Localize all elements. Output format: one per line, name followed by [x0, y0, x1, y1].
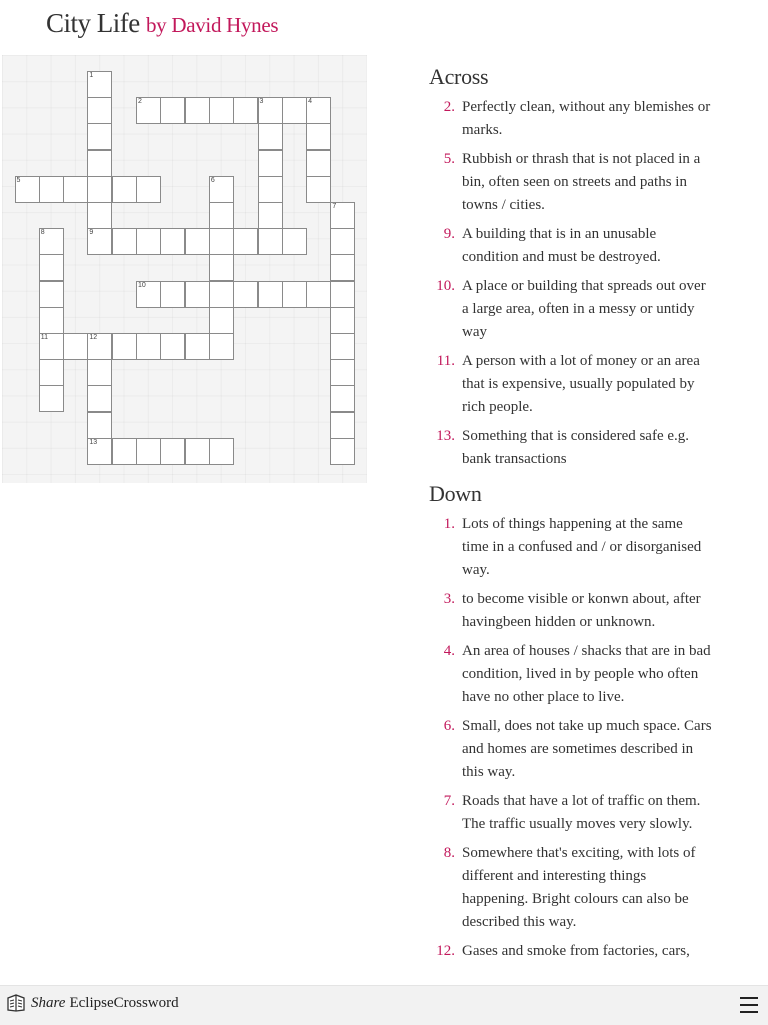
- grid-cell[interactable]: [112, 176, 137, 203]
- clue-number: 3.: [443, 591, 455, 607]
- grid-cell[interactable]: [306, 150, 331, 177]
- down-clue-1[interactable]: [429, 513, 712, 582]
- bottom-toolbar: [0, 985, 768, 1025]
- clues-panel: [429, 64, 729, 969]
- clue-number: 8.: [443, 845, 455, 861]
- grid-number: 1: [89, 72, 94, 79]
- grid-cell[interactable]: [330, 438, 355, 465]
- grid-cell[interactable]: [209, 333, 234, 360]
- grid-cell[interactable]: [39, 281, 64, 308]
- grid-cell[interactable]: [87, 228, 112, 255]
- grid-number: 11: [40, 334, 49, 341]
- grid-cell[interactable]: [136, 228, 161, 255]
- grid-cell[interactable]: [185, 281, 210, 308]
- grid-cell[interactable]: [209, 254, 234, 281]
- grid-cell[interactable]: [63, 333, 88, 360]
- grid-cell[interactable]: [87, 438, 112, 465]
- grid-cell[interactable]: [258, 123, 283, 150]
- clue-number: 1.: [443, 516, 455, 532]
- grid-cell[interactable]: [87, 123, 112, 150]
- clue-text: Lots of things happening at the same time in a confused and / or disorganised way.: [462, 516, 702, 578]
- grid-cell[interactable]: [209, 281, 234, 308]
- grid-number: 3: [259, 98, 264, 106]
- clue-number: 2.: [443, 99, 455, 115]
- grid-cell[interactable]: [136, 438, 161, 465]
- down-clue-12[interactable]: [429, 940, 712, 963]
- grid-cell[interactable]: [306, 97, 331, 124]
- clue-number: 6.: [443, 718, 455, 734]
- grid-cell[interactable]: [87, 359, 112, 386]
- clue-text: A person with a lot of money or an area that is expensive, usually populated by rich people.: [462, 353, 700, 415]
- grid-cell[interactable]: [87, 202, 112, 229]
- across-clue-9[interactable]: [429, 223, 712, 269]
- clue-number: 4.: [443, 643, 455, 659]
- grid-number: 12: [89, 334, 98, 341]
- grid-cell[interactable]: [209, 97, 234, 124]
- grid-cell[interactable]: [233, 97, 258, 124]
- clue-number: 11.: [436, 353, 455, 369]
- across-heading: Across: [429, 64, 489, 89]
- across-clue-2[interactable]: [429, 96, 712, 142]
- grid-cell[interactable]: [39, 359, 64, 386]
- clue-text: Gases and smoke from factories, cars,: [462, 943, 690, 959]
- grid-cell[interactable]: [63, 176, 88, 203]
- down-clue-list: [429, 513, 729, 963]
- clue-number: 7.: [443, 793, 455, 809]
- grid-cell[interactable]: [87, 150, 112, 177]
- grid-cell[interactable]: [330, 281, 355, 308]
- grid-cell[interactable]: [330, 202, 355, 229]
- grid-cell[interactable]: [282, 97, 307, 124]
- grid-cell[interactable]: [160, 438, 185, 465]
- clue-number: 10.: [436, 278, 455, 294]
- clue-text: A building that is in an unusable condition and must be destroyed.: [462, 226, 661, 265]
- grid-cell[interactable]: [87, 385, 112, 412]
- grid-cell[interactable]: [209, 307, 234, 334]
- title-text: City Life: [46, 8, 140, 38]
- grid-cell[interactable]: [282, 228, 307, 255]
- grid-number: 8: [40, 229, 45, 237]
- grid-cell[interactable]: [209, 438, 234, 465]
- down-clue-6[interactable]: [429, 715, 712, 784]
- grid-cell[interactable]: [330, 412, 355, 439]
- grid-number: 9: [89, 229, 94, 237]
- clue-number: 9.: [443, 226, 455, 242]
- across-clue-13[interactable]: [429, 425, 712, 471]
- grid-cell[interactable]: [306, 123, 331, 150]
- grid-cell[interactable]: [112, 333, 137, 360]
- grid-cell[interactable]: [330, 359, 355, 386]
- grid-cell[interactable]: [306, 176, 331, 203]
- grid-cell[interactable]: [39, 176, 64, 203]
- share-label: Share: [31, 994, 66, 1011]
- grid-number: 10: [138, 281, 146, 289]
- grid-cell[interactable]: [136, 281, 161, 308]
- grid-cell[interactable]: [160, 97, 185, 124]
- grid-cell[interactable]: [258, 97, 283, 124]
- grid-number: 13: [89, 438, 98, 446]
- grid-cell[interactable]: [330, 307, 355, 334]
- grid-cell[interactable]: [15, 176, 40, 203]
- grid-cell[interactable]: [185, 97, 210, 124]
- clue-text: A place or building that spreads out over a large area, often in a messy or untidy way: [462, 278, 706, 340]
- grid-cell[interactable]: [209, 228, 234, 255]
- grid-cell[interactable]: [39, 254, 64, 281]
- grid-cell[interactable]: [306, 281, 331, 308]
- clue-text: An area of houses / shacks that are in bad condition, lived in by people who often have no other place to live.: [462, 643, 711, 705]
- clue-text: Something that is considered safe e.g. bank transactions: [462, 428, 690, 467]
- grid-cell[interactable]: [258, 281, 283, 308]
- grid-cell[interactable]: [185, 438, 210, 465]
- hamburger-menu-icon[interactable]: [740, 997, 758, 1013]
- across-clue-11[interactable]: [429, 350, 712, 419]
- grid-cell[interactable]: [282, 281, 307, 308]
- grid-cell[interactable]: [112, 438, 137, 465]
- grid-cell[interactable]: [87, 333, 112, 360]
- grid-number: 5: [16, 176, 21, 184]
- clue-text: Roads that have a lot of traffic on them. The traffic usually moves very slowly.: [462, 793, 701, 832]
- clue-number: 13.: [436, 428, 455, 444]
- grid-cell[interactable]: [258, 228, 283, 255]
- grid-cell[interactable]: [209, 202, 234, 229]
- down-clue-7[interactable]: [429, 790, 712, 836]
- grid-number: 6: [210, 176, 215, 184]
- grid-number: 4: [308, 98, 312, 106]
- grid-cell[interactable]: [136, 333, 161, 360]
- grid-cell[interactable]: [39, 307, 64, 334]
- grid-cell[interactable]: [160, 228, 185, 255]
- clue-text: Small, does not take up much space. Cars and homes are sometimes described in this way.: [462, 718, 712, 780]
- grid-cell[interactable]: [185, 333, 210, 360]
- grid-cell[interactable]: [136, 176, 161, 203]
- grid-cell[interactable]: [330, 228, 355, 255]
- down-clue-4[interactable]: [429, 640, 712, 709]
- grid-number: 7: [332, 203, 337, 210]
- grid-cell[interactable]: [330, 333, 355, 360]
- down-clue-3[interactable]: [429, 588, 712, 634]
- grid-cell[interactable]: [233, 228, 258, 255]
- clue-text: Rubbish or thrash that is not placed in a bin, often seen on streets and paths in towns / cities.: [462, 151, 701, 213]
- clue-text: Perfectly clean, without any blemishes or marks.: [462, 99, 711, 138]
- share-icon: [6, 994, 26, 1012]
- clue-number: 12.: [436, 943, 455, 959]
- clue-text: to become visible or konwn about, after havingbeen hidden or unknown.: [462, 591, 701, 630]
- grid-cell[interactable]: [258, 176, 283, 203]
- share-button[interactable]: [6, 994, 179, 1012]
- clue-text: Somewhere that's exciting, with lots of different and interesting things happening. Bright colours can also be described this way.: [462, 845, 696, 930]
- brand-label: EclipseCrossword: [69, 994, 179, 1011]
- across-clue-5[interactable]: [429, 148, 712, 217]
- grid-number: 2: [138, 98, 142, 106]
- grid-cell[interactable]: [39, 228, 64, 255]
- grid-cell[interactable]: [160, 333, 185, 360]
- crossword-grid: [2, 55, 367, 483]
- grid-cell[interactable]: [87, 176, 112, 203]
- grid-cell[interactable]: [258, 150, 283, 177]
- across-clue-list: [429, 96, 729, 471]
- grid-cell[interactable]: [185, 228, 210, 255]
- grid-cell[interactable]: [209, 176, 234, 203]
- grid-cell[interactable]: [87, 412, 112, 439]
- down-clue-8[interactable]: [429, 842, 712, 934]
- grid-cell[interactable]: [87, 71, 112, 98]
- grid-cell[interactable]: [39, 333, 64, 360]
- author-text: by David Hynes: [145, 13, 279, 37]
- across-clue-10[interactable]: [429, 275, 712, 344]
- grid-cell[interactable]: [258, 202, 283, 229]
- clue-number: 5.: [443, 151, 455, 167]
- grid-cell[interactable]: [233, 281, 258, 308]
- grid-cell[interactable]: [112, 228, 137, 255]
- grid-cell[interactable]: [87, 97, 112, 124]
- down-heading: Down: [429, 481, 482, 506]
- grid-cell[interactable]: [160, 281, 185, 308]
- grid-cell[interactable]: [39, 385, 64, 412]
- grid-cell[interactable]: [136, 97, 161, 124]
- puzzle-title: [46, 8, 278, 39]
- grid-cell[interactable]: [330, 385, 355, 412]
- grid-cell[interactable]: [330, 254, 355, 281]
